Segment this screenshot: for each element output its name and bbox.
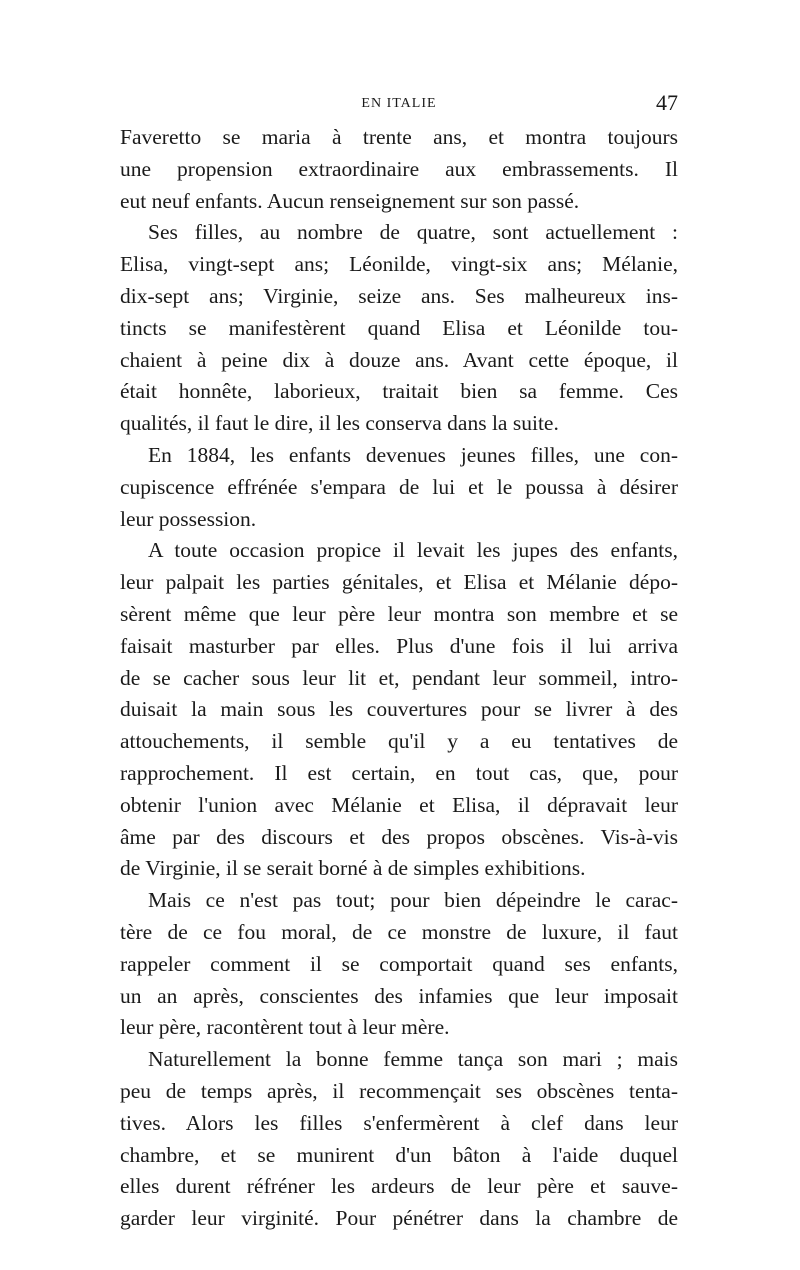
text-line: En 1884, les enfants devenues jeunes filles, une con- <box>148 442 678 467</box>
text-line: obtenir l'union avec Mélanie et Elisa, il dépravait leur <box>120 792 678 817</box>
text-line: tives. Alors les filles s'enfermèrent à clef dans leur <box>120 1110 678 1135</box>
text-line: leur père, racontèrent tout à leur mère. <box>120 1015 450 1040</box>
text-line: Faveretto se maria à trente ans, et montra toujours <box>120 125 678 149</box>
text-line: Mais ce n'est pas tout; pour bien dépeindre le carac- <box>148 888 678 913</box>
text-line: qualités, il faut le dire, il les conserva dans la suite. <box>120 411 559 436</box>
text-line: de Virginie, il se serait borné à de simples exhibitions. <box>120 856 586 881</box>
text-line: A toute occasion propice il levait les jupes des enfants, <box>148 538 678 563</box>
text-line: attouchements, il semble qu'il y a eu tentatives de <box>120 729 678 754</box>
text-line: était honnête, laborieux, traitait bien sa femme. Ces <box>120 379 678 404</box>
text-line: de se cacher sous leur lit et, pendant leur sommeil, intro- <box>120 665 678 690</box>
text-line: chaient à peine dix à douze ans. Avant cette époque, il <box>120 347 678 372</box>
text-line: eut neuf enfants. Aucun renseignement sur son passé. <box>120 188 580 213</box>
text-line: tincts se manifestèrent quand Elisa et Léonilde tou- <box>120 315 678 340</box>
text-line: leur palpait les parties génitales, et Elisa et Mélanie dépo- <box>120 570 678 595</box>
running-title: EN ITALIE <box>361 96 437 111</box>
running-head <box>120 90 678 120</box>
text-line: dix-sept ans; Virginie, seize ans. Ses malheureux ins- <box>120 283 678 308</box>
text-line: une propension extraordinaire aux embrassements. Il <box>120 156 678 181</box>
text-line: peu de temps après, il recommençait ses obscènes tenta- <box>120 1078 678 1103</box>
body-text <box>120 122 678 1235</box>
text-line: duisait la main sous les couvertures pour se livrer à des <box>120 697 678 722</box>
text-line: rappeler comment il se comportait quand ses enfants, <box>120 951 678 976</box>
text-line: Elisa, vingt-sept ans; Léonilde, vingt-six ans; Mélanie, <box>120 252 678 277</box>
text-line: Ses filles, au nombre de quatre, sont actuellement : <box>148 220 678 245</box>
text-line: un an après, conscientes des infamies que leur imposait <box>120 983 678 1008</box>
text-line: faisait masturber par elles. Plus d'une fois il lui arriva <box>120 633 678 658</box>
text-line: elles durent réfréner les ardeurs de leur père et sauve- <box>120 1174 678 1199</box>
text-line: chambre, et se munirent d'un bâton à l'aide duquel <box>120 1142 678 1167</box>
page-number: 47 <box>656 90 678 115</box>
text-line: tère de ce fou moral, de ce monstre de luxure, il faut <box>120 919 678 944</box>
text-line: âme par des discours et des propos obscènes. Vis-à-vis <box>120 824 678 849</box>
text-line: sèrent même que leur père leur montra son membre et se <box>120 601 678 626</box>
text-line: leur possession. <box>120 506 257 531</box>
text-line: rapprochement. Il est certain, en tout cas, que, pour <box>120 760 678 785</box>
text-line: Naturellement la bonne femme tança son mari ; mais <box>148 1047 678 1072</box>
text-line: garder leur virginité. Pour pénétrer dans la chambre de <box>120 1206 678 1231</box>
text-line: cupiscence effrénée s'empara de lui et le poussa à désirer <box>120 474 678 499</box>
